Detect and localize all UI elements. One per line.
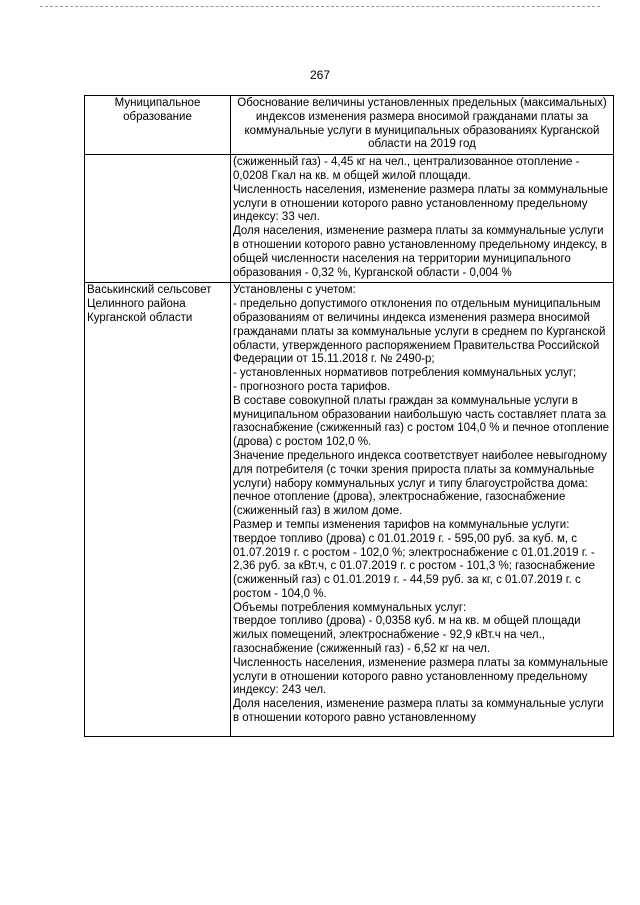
table-row (85, 155, 614, 283)
justification-cell (231, 155, 614, 283)
paragraph: - установленных нормативов потребления коммунальных услуг; (233, 367, 577, 380)
scan-top-border (40, 6, 600, 7)
paragraph: - предельно допустимого отклонения по отдельным муниципальным образованиям от величины индекса изменения размера вносимой гражданами платы за коммунальные услуги в среднем по Курганской области, утвержденного распоряжением Правительства Российской Федерации от 15.11.2018 г. № 2490-р; (233, 298, 606, 366)
paragraph: твердое топливо (дрова) - 0,0358 куб. м на кв. м общей площади жилых помещений, электроснабжение - 92,9 кВт.ч на чел., газоснабжение (сжиженный газ) - 6,52 кг на чел. (233, 615, 581, 656)
tariff-justification-table (84, 95, 614, 737)
paragraph: Доля населения, изменение размера платы за коммунальные услуги в отношении которого равно установленному предельному индексу, в общей численности населения на территории муниципального образования - 0,32 %, Курганской области - 0,004 % (233, 225, 607, 279)
justification-cell (231, 283, 614, 737)
municipality-cell (85, 155, 231, 283)
paragraph: В составе совокупной платы граждан за коммунальные услуги в муниципальном образовании наибольшую часть составляет плата за газоснабжение (сжиженный газ) с ростом 104,0 % и печное отопление (дрова) с ростом 102,0 %. (233, 394, 610, 449)
table-row (85, 283, 614, 737)
paragraph: Объемы потребления коммунальных услуг: (233, 601, 467, 614)
paragraph: твердое топливо (дрова) с 01.01.2019 г. - 595,00 руб. за куб. м, с 01.07.2019 г. с ростом - 102,0 %; электроснабжение с 01.01.2019 г. - 2,36 руб. за кВт.ч, с 01.07.2019 г. с ростом - 101,3 %; газоснабжение (сжиженный газ) с 01.01.2019 г. - 44,59 руб. за кг, с 01.07.2019 г. с ростом - 104,0 %. (233, 532, 596, 600)
paragraph: Численность населения, изменение размера платы за коммунальные услуги в отношении которого равно установленному предельному индексу: 33 чел. (233, 183, 608, 224)
header-municipality: Муниципальное образование (85, 96, 231, 155)
paragraph: Установлены с учетом: (233, 284, 356, 297)
paragraph: (сжиженный газ) - 4,45 кг на чел., централизованное отопление - 0,0208 Гкал на кв. м общей жилой площади. (233, 156, 580, 182)
paragraph: Значение предельного индекса соответствует наиболее невыгодному для потребителя (с точки зрения прироста платы за коммунальные услуги) набору коммунальных услуг и типу благоустройства дома: (233, 449, 607, 490)
paragraph: - прогнозного роста тарифов. (233, 380, 391, 393)
paragraph-continued: Доля населения, изменение размера платы за коммунальные услуги в отношении которого равно установленному (233, 698, 604, 725)
page-number: 267 (309, 68, 331, 82)
paragraph: Размер и темпы изменения тарифов на коммунальные услуги: (233, 518, 570, 531)
header-justification: Обоснование величины установленных предельных (максимальных) индексов изменения размера вносимой гражданами платы за коммунальные услуги в муниципальных образованиях Курганской области на 2019 год (231, 96, 614, 155)
paragraph: печное отопление (дрова), электроснабжение, газоснабжение (сжиженный газ) в жилом доме. (233, 491, 566, 518)
table-header-row (85, 96, 614, 155)
municipality-cell: Васькинский сельсовет Целинного района Курганской области (85, 283, 231, 737)
paragraph: Численность населения, изменение размера платы за коммунальные услуги в отношении которого равно установленному предельному индексу: 243 чел. (233, 656, 608, 697)
